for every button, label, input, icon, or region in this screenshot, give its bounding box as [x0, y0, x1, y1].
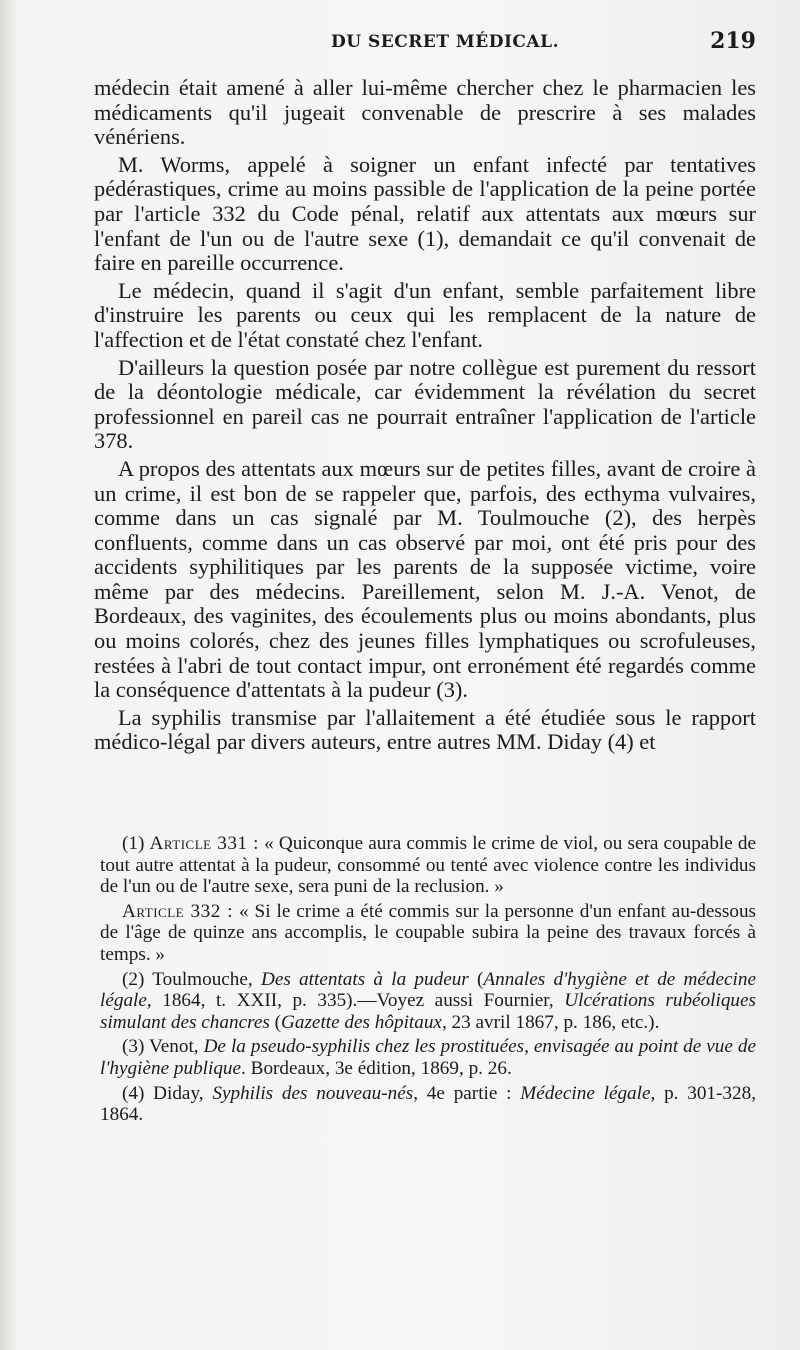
footnote-2-ref2: , 23 avril 1867, p. 186, etc.). [441, 1011, 660, 1033]
page-number: 219 [710, 28, 756, 54]
footnote-1b [100, 901, 756, 966]
footnote-3-ref: . Bordeaux, 3e édition, 1869, p. 26. [241, 1057, 512, 1079]
footnote-4-author: (4) Diday, [122, 1082, 213, 1104]
footnote-3 [100, 1036, 756, 1079]
main-text [94, 76, 756, 755]
footnote-2-title2: Ulcérations rubéoliques simulant des chancres [100, 990, 757, 1033]
paragraph-2: M. Worms, appelé à soigner un enfant infecté par tentatives pédérastiques, crime au moins passible de l'application de la peine portée par l'article 332 du Code pénal, relatif aux attentats aux mœurs sur l'enfant de l'un ou de l'autre sexe (1), demandait ce qu'il convenait de faire en pareille occurrence. [94, 151, 756, 276]
footnote-3-title: De la pseudo-syphilis chez les prostituées, envisagée au point de vue de l'hygiène publique [100, 1036, 756, 1079]
footnote-2-sep: ( [468, 968, 484, 990]
footnote-1b-text: « Si le crime a été commis sur la personne d'un enfant au-dessous de l'âge de quinze ans accomplis, le coupable subira la peine des travaux forcés à temps. » [100, 900, 757, 965]
footnote-4-title: Syphilis des nouveau-nés [212, 1082, 414, 1104]
footnote-4-ref: , p. 301-328, 1864. [100, 1082, 756, 1126]
footnote-2-author: (2) Toulmouche, [122, 968, 261, 990]
footnote-2-sep2: ( [269, 1011, 282, 1033]
footnote-2-title: Des attentats à la pudeur [260, 968, 469, 990]
footnote-2 [100, 969, 756, 1034]
footnote-4 [100, 1083, 756, 1126]
footnote-1-label: Article 331 : [149, 833, 260, 854]
footnote-3-author: (3) Venot, [122, 1036, 204, 1058]
footnote-2-journal: Annales d'hygiène et de médecine légale [100, 968, 756, 1012]
paragraph-5: A propos des attentats aux mœurs sur de petites filles, avant de croire à un crime, il est bon de se rappeler que, parfois, des ecthyma vulvaires, comme dans un cas signalé par M. Toulmouche (2), des herpès confluents, comme dans un cas observé par moi, ont été pris pour des accidents syphilitiques par les parents de la supposée victime, voire même par des médecins. Pareillement, selon M. J.-A. Venot, de Bordeaux, des vaginites, des écoulements plus ou moins abondants, plus ou moins colorés, chez des jeunes filles lymphatiques ou scrofuleuses, restées à l'abri de tout contact impur, ont erronément été regardés comme la conséquence d'attentats à la pudeur (3). [94, 455, 756, 703]
page-header [94, 28, 756, 66]
paragraph-3: Le médecin, quand il s'agit d'un enfant, semble parfaitement libre d'instruire les parents ou ceux qui les remplacent de la nature de l'affection et de l'état constaté chez l'enfant. [94, 277, 756, 352]
footnote-1b-label: Article 332 : [122, 900, 234, 922]
footnote-1 [100, 833, 756, 898]
footnote-2-journal2: Gazette des hôpitaux [281, 1011, 442, 1033]
footnote-4-title2: Médecine légale [520, 1082, 651, 1104]
footnote-4-part: , 4e partie : [413, 1082, 521, 1104]
paragraph-1: médecin était amené à aller lui-même chercher chez le pharmacien les médicaments qu'il jugeait convenable de prescrire à ses malades vénériens. [94, 75, 756, 150]
footnote-2-ref: , 1864, t. XXII, p. 335).—Voyez aussi Fournier, [146, 990, 565, 1012]
footnote-1-text: « Quiconque aura commis le crime de viol, ou sera coupable de tout autre attentat à la pudeur, consommé ou tenté avec violence contre les individus de l'un ou de l'autre sexe, sera puni de la reclusion. » [100, 833, 757, 898]
running-head: DU SECRET MÉDICAL. [331, 32, 559, 52]
paragraph-4: D'ailleurs la question posée par notre collègue est purement du ressort de la déontologie médicale, car évidemment la révélation du secret professionnel en pareil cas ne pourrait entraîner l'application de l'article 378. [94, 354, 756, 454]
footnotes [100, 833, 756, 1126]
paragraph-6: La syphilis transmise par l'allaitement a été étudiée sous le rapport médico-légal par divers auteurs, entre autres MM. Diday (4) et [94, 704, 756, 755]
footnote-1-number: (1) [122, 833, 145, 854]
